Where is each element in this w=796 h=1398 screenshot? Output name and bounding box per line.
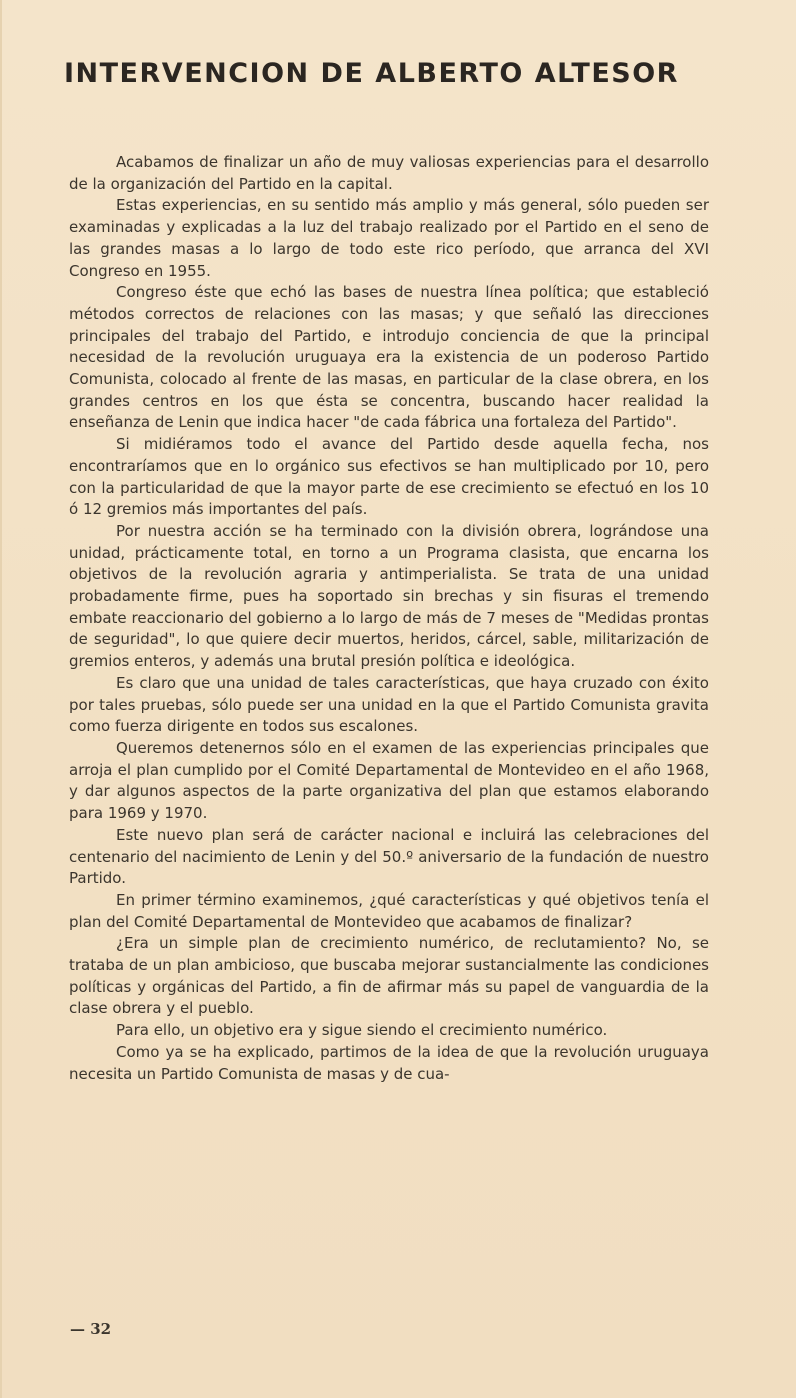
paragraph: Si midiéramos todo el avance del Partido desde aquella fecha, nos encontraríamos que en lo orgánico sus efectivos se han multiplicado por 10, pero con la particularidad de que la mayor parte de ese crecimiento se efectuó en los 10 ó 12 gremios más importantes del país. (69, 435, 709, 519)
paragraph: Estas experiencias, en su sentido más amplio y más general, sólo pueden ser examinadas y explicadas a la luz del trabajo realizado por el Partido en el seno de las grandes masas a lo largo de todo este rico período, que arranca del XVI Congreso en 1955. (69, 196, 709, 280)
paragraph: Congreso éste que echó las bases de nuestra línea política; que estableció métodos correctos de relaciones con las masas; y que señaló las direcciones principales del trabajo del Partido, e introdujo conciencia de que la principal necesidad de la revolución uruguaya era la existencia de un poderoso Partido Comunista, colocado al frente de las masas, en particular de la clase obrera, en los grandes centros en los que ésta se concentra, buscando hacer realidad la enseñanza de Lenin que indica hacer "de cada fábrica una fortaleza del Partido". (69, 283, 709, 432)
paragraph: Este nuevo plan será de carácter nacional e incluirá las celebraciones del centenario del nacimiento de Lenin y del 50.º aniversario de la fundación de nuestro Partido. (69, 825, 709, 888)
paragraph: Por nuestra acción se ha terminado con la división obrera, lográndose una unidad, prácticamente total, en torno a un Programa clasista, que encarna los objetivos de la revolución agraria y antimperialista. Se trata de una unidad probadamente firme, pues ha soportado sin brechas y sin fisuras el tremendo embate reaccionario del gobierno a lo largo de más de 7 meses de "Medidas prontas de seguridad", lo que quiere decir muertos, heridos, cárcel, sable, militarización de gremios enteros, y además una brutal presión política e ideológica. (69, 521, 709, 671)
paragraph: En primer término examinemos, ¿qué características y qué objetivos tenía el plan del Comité Departamental de Montevideo que acabamos de finalizar? (69, 890, 709, 931)
article-title: INTERVENCION DE ALBERTO ALTESOR (64, 58, 679, 89)
paragraph: Acabamos de finalizar un año de muy valiosas experiencias para el desarrollo de la organización del Partido en la capital. (69, 153, 709, 193)
paragraph: Queremos detenernos sólo en el examen de las experiencias principales que arroja el plan cumplido por el Comité Departamental de Montevideo en el año 1968, y dar algunos aspectos de la parte organizativa del plan que estamos elaborando para 1969 y 1970. (69, 738, 709, 823)
paragraph: Como ya se ha explicado, partimos de la idea de que la revolución uruguaya necesita un Partido Comunista de masas y de cua- (69, 1042, 709, 1083)
paragraph: Para ello, un objetivo era y sigue siendo el crecimiento numérico. (116, 1021, 608, 1040)
paragraph: Es claro que una unidad de tales características, que haya cruzado con éxito por tales pruebas, sólo puede ser una unidad en la que el Partido Comunista gravita como fuerza dirigente en todos sus escalones. (69, 673, 709, 736)
paragraph: ¿Era un simple plan de crecimiento numérico, de reclutamiento? No, se trataba de un plan ambicioso, que buscaba mejorar sustancialmente las condiciones políticas y orgánicas del Partido, a fin de afirmar más su papel de vanguardia de la clase obrera y el pueblo. (69, 934, 709, 1018)
article-body (69, 152, 709, 1085)
page-number: — 32 (70, 1320, 112, 1338)
